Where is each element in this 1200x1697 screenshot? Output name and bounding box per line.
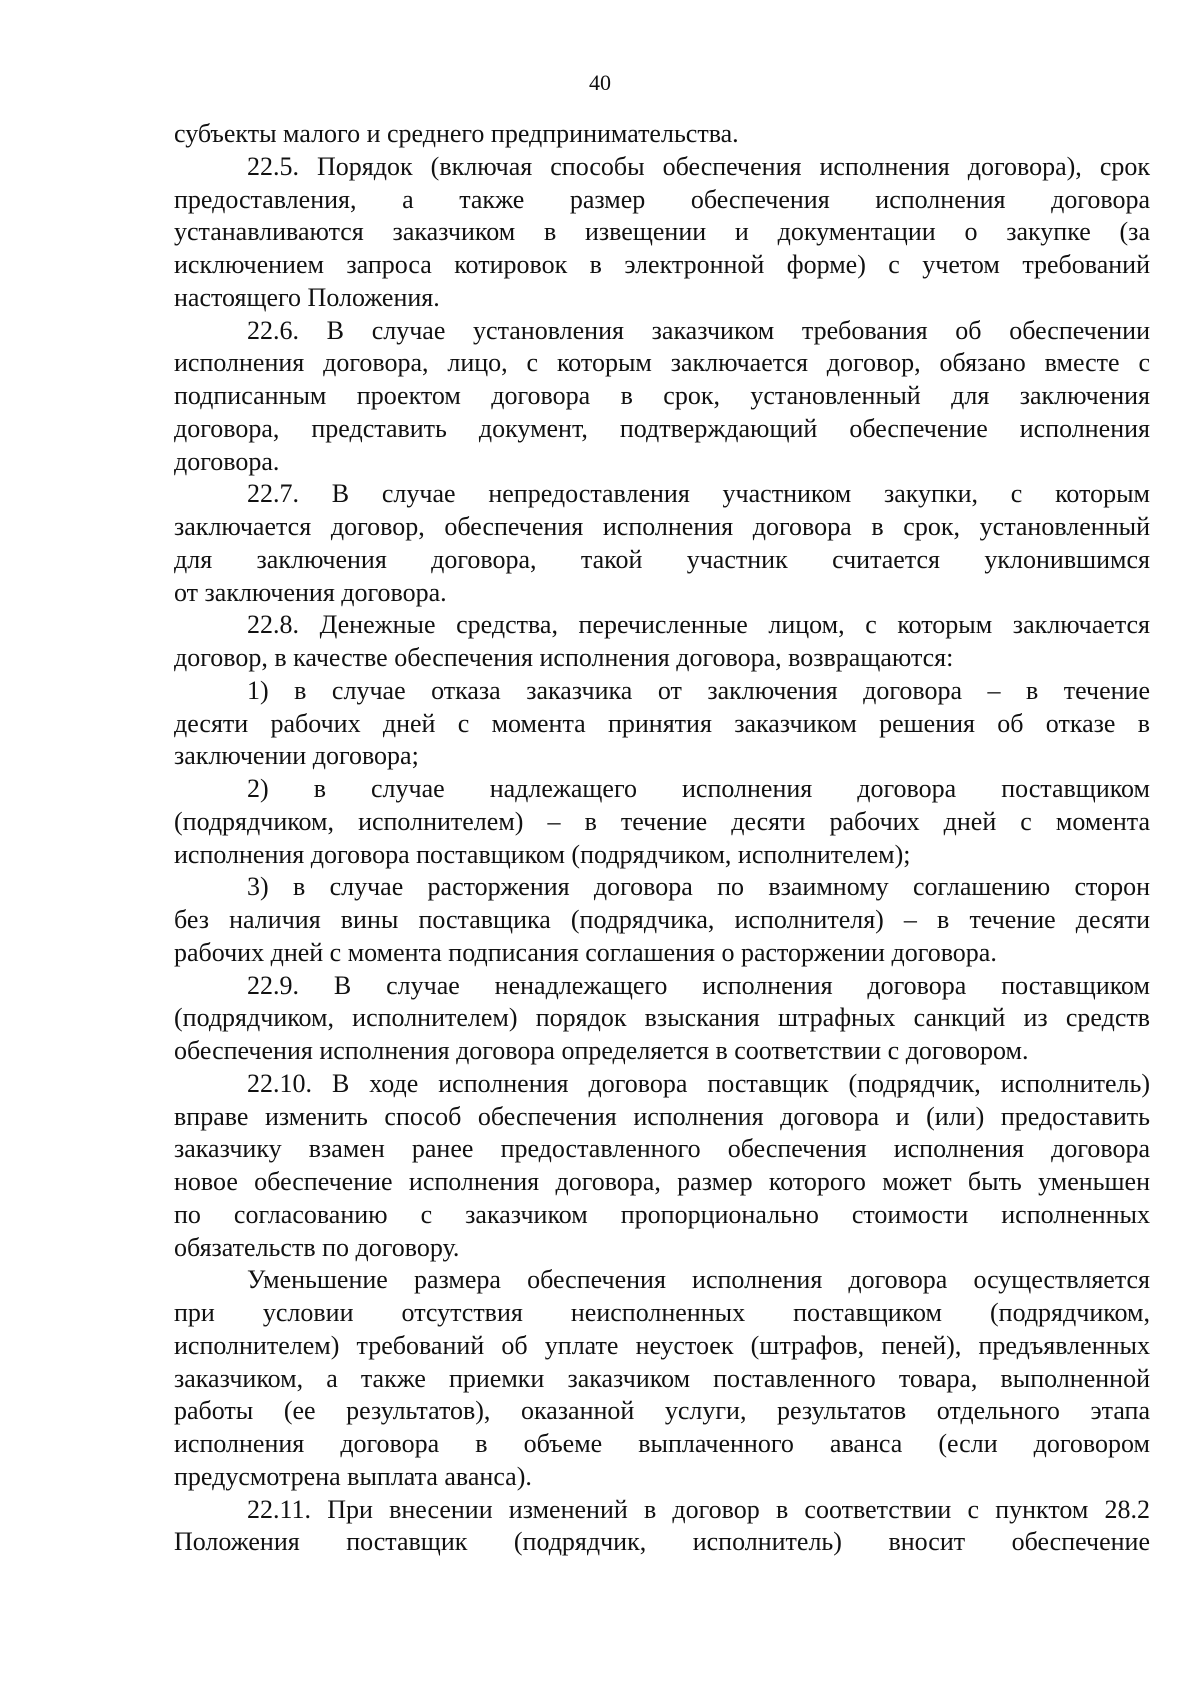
text-line: предоставления, а также размер обеспечения исполнения договора xyxy=(174,184,1150,214)
text-line: исполнения договора поставщиком (подрядчиком, исполнителем); xyxy=(174,839,911,869)
text-line: рабочих дней с момента подписания соглашения о расторжении договора. xyxy=(174,937,997,967)
text-line: для заключения договора, такой участник считается уклонившимся xyxy=(174,544,1150,574)
text-line: 22.5. Порядок (включая способы обеспечения исполнения договора), срок xyxy=(247,151,1150,181)
text-line: от заключения договора. xyxy=(174,577,447,607)
text-line: по согласованию с заказчиком пропорционально стоимости исполненных xyxy=(174,1199,1150,1229)
text-line: договор, в качестве обеспечения исполнения договора, возвращаются: xyxy=(174,643,954,672)
text-line: десяти рабочих дней с момента принятия заказчиком решения об отказе в xyxy=(174,708,1150,738)
text-line: Уменьшение размера обеспечения исполнения договора осуществляется xyxy=(247,1265,1150,1295)
text-line: исполнения договора в объеме выплаченного аванса (если договором xyxy=(174,1429,1150,1458)
text-line: 22.8. Денежные средства, перечисленные лицом, с которым заключается xyxy=(247,610,1150,640)
text-line: работы (ее результатов), оказанной услуги, результатов отдельного этапа xyxy=(174,1396,1150,1426)
text-line: (подрядчиком, исполнителем) порядок взыскания штрафных санкций из средств xyxy=(174,1003,1150,1033)
text-line: обязательств по договору. xyxy=(174,1232,460,1262)
text-line: обеспечения исполнения договора определяется в соответствии с договором. xyxy=(174,1036,1029,1065)
text-line: 3) в случае расторжения договора по взаимному соглашению сторон xyxy=(247,872,1150,902)
text-line: заказчиком, а также приемки заказчиком поставленного товара, выполненной xyxy=(174,1363,1150,1393)
text-line: новое обеспечение исполнения договора, размер которого может быть уменьшен xyxy=(174,1167,1150,1196)
text-line: 22.11. При внесении изменений в договор в соответствии с пунктом 28.2 xyxy=(247,1494,1150,1524)
text-line: исполнителем) требований об уплате неустоек (штрафов, пеней), предъявленных xyxy=(174,1330,1150,1360)
text-line: Положения поставщик (подрядчик, исполнитель) вносит обеспечение xyxy=(174,1527,1150,1557)
text-line: настоящего Положения. xyxy=(174,282,440,312)
text-line: при условии отсутствия неисполненных поставщиком (подрядчиком, xyxy=(174,1298,1150,1327)
text-line: договора. xyxy=(174,446,280,476)
text-line: 1) в случае отказа заказчика от заключения договора – в течение xyxy=(247,675,1150,705)
text-line: заключается договор, обеспечения исполнения договора в срок, установленный xyxy=(174,512,1150,541)
text-line: договора, представить документ, подтверждающий обеспечение исполнения xyxy=(174,413,1150,443)
text-line: устанавливаются заказчиком в извещении и документации о закупке (за xyxy=(174,217,1150,247)
text-line: (подрядчиком, исполнителем) – в течение десяти рабочих дней с момента xyxy=(174,806,1150,836)
text-line: 22.10. В ходе исполнения договора поставщик (подрядчик, исполнитель) xyxy=(247,1068,1150,1098)
text-line: 2) в случае надлежащего исполнения договора поставщиком xyxy=(247,774,1150,803)
text-line: без наличия вины поставщика (подрядчика, исполнителя) – в течение десяти xyxy=(174,905,1150,934)
text-line: 22.7. В случае непредоставления участником закупки, с которым xyxy=(247,479,1150,509)
text-line: заключении договора; xyxy=(174,741,419,771)
text-line: 22.6. В случае установления заказчиком требования об обеспечении xyxy=(247,315,1150,345)
text-line: субъекты малого и среднего предпринимательства. xyxy=(174,119,739,148)
text-line: исполнения договора, лицо, с которым заключается договор, обязано вместе с xyxy=(174,348,1150,378)
text-line: подписанным проектом договора в срок, установленный для заключения xyxy=(174,381,1150,410)
text-line: заказчику взамен ранее предоставленного обеспечения исполнения договора xyxy=(174,1134,1150,1164)
text-line: вправе изменить способ обеспечения исполнения договора и (или) предоставить xyxy=(174,1101,1150,1131)
document-body xyxy=(174,118,1150,1559)
text-line: 22.9. В случае ненадлежащего исполнения договора поставщиком xyxy=(247,970,1150,1000)
page-number: 40 xyxy=(589,70,611,95)
text-line: исключением запроса котировок в электронной форме) с учетом требований xyxy=(174,250,1150,279)
text-line: предусмотрена выплата аванса). xyxy=(174,1461,532,1491)
